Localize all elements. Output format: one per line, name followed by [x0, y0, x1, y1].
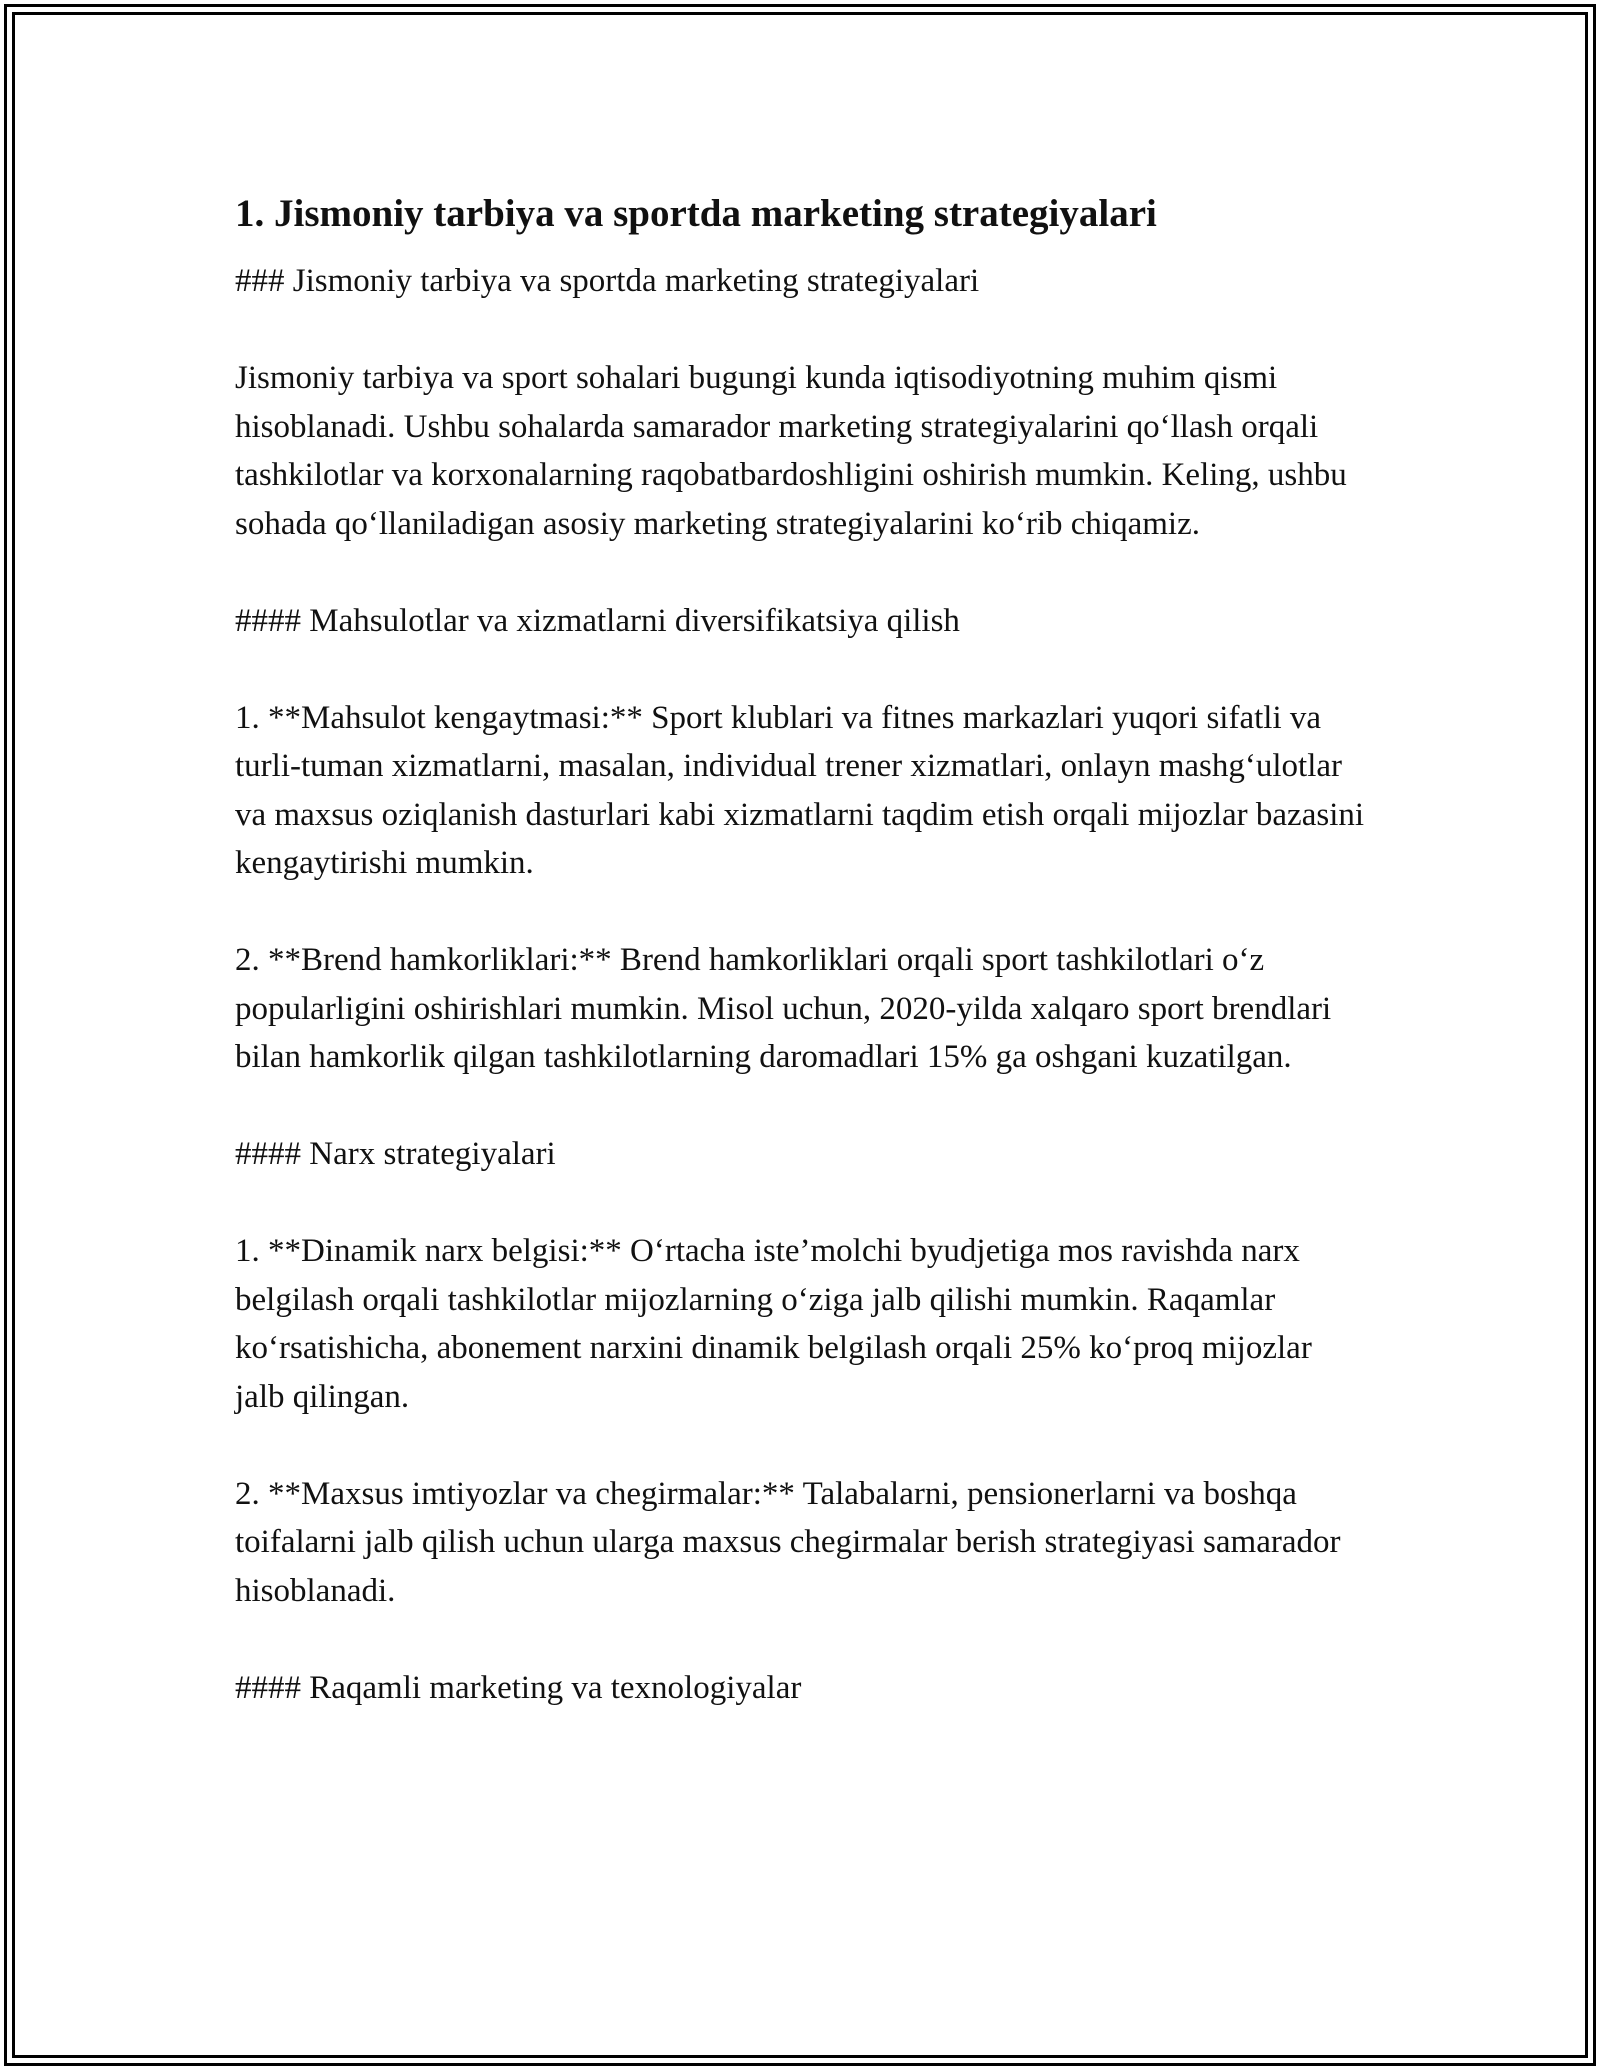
paragraph-gap: [235, 645, 1365, 694]
document-title: 1. Jismoniy tarbiya va sportda marketing strategiyalari: [235, 192, 1157, 235]
list-item-brand-partnerships: 2. **Brend hamkorliklari:** Brend hamkorliklari orqali sport tashkilotlari o‘z popularligini oshirishlari mumkin. Misol uchun, 2020-yilda xalqaro sport brendlari bilan hamkorlik qilgan tashkilotlarning daromadlari 15% ga oshgani kuzatilgan.: [235, 942, 1332, 1075]
markdown-heading-diversification: #### Mahsulotlar va xizmatlarni diversifikatsiya qilish: [235, 602, 960, 639]
markdown-heading-pricing: #### Narx strategiyalari: [235, 1136, 556, 1172]
list-item-special-discounts: 2. **Maxsus imtiyozlar va chegirmalar:** Talabalarni, pensionerlarni va boshqa toifalarni jalb qilish uchun ularga maxsus chegirmalar berish strategiyasi samarador hisoblanadi.: [235, 1475, 1341, 1609]
paragraph-gap: [235, 1179, 1365, 1228]
paragraph-gap: [235, 306, 1365, 355]
markdown-heading-h3: ### Jismoniy tarbiya va sportda marketing strategiyalari: [235, 263, 980, 299]
paragraph-gap: [235, 888, 1365, 937]
list-item-dynamic-pricing: 1. **Dinamik narx belgisi:** O‘rtacha iste’molchi byudjetiga mos ravishda narx belgilash orqali tashkilotlar mijozlarning o‘ziga jalb qilishi mumkin. Raqamlar ko‘rsatishicha, abonement narxini dinamik belgilash orqali 25% ko‘proq mijozlar jalb qilingan.: [235, 1233, 1312, 1415]
list-item-product-extension: 1. **Mahsulot kengaytmasi:** Sport klublari va fitnes markazlari yuqori sifatli va turli-tuman xizmatlarni, masalan, individual trener xizmatlari, onlayn mashg‘ulotlar va maxsus oziqlanish dasturlari kabi xizmatlarni taqdim etish orqali mijozlar bazasini kengaytirishi mumkin.: [235, 699, 1365, 881]
paragraph-gap: [235, 1615, 1365, 1664]
paragraph-gap: [235, 1421, 1365, 1470]
intro-paragraph: Jismoniy tarbiya va sport sohalari bugungi kunda iqtisodiyotning muhim qismi hisoblanadi. Ushbu sohalarda samarador marketing strategiyalarini qo‘llash orqali tashkilotlar va korxonalarning raqobatbardoshligini oshirish mumkin. Keling, ushbu sohada qo‘llaniladigan asosiy marketing strategiyalarini ko‘rib chiqamiz.: [235, 360, 1347, 542]
paragraph-gap: [235, 1082, 1365, 1131]
document-body: [235, 185, 1365, 1712]
markdown-heading-digital: #### Raqamli marketing va texnologiyalar: [235, 1669, 802, 1706]
paragraph-gap: [235, 548, 1365, 597]
